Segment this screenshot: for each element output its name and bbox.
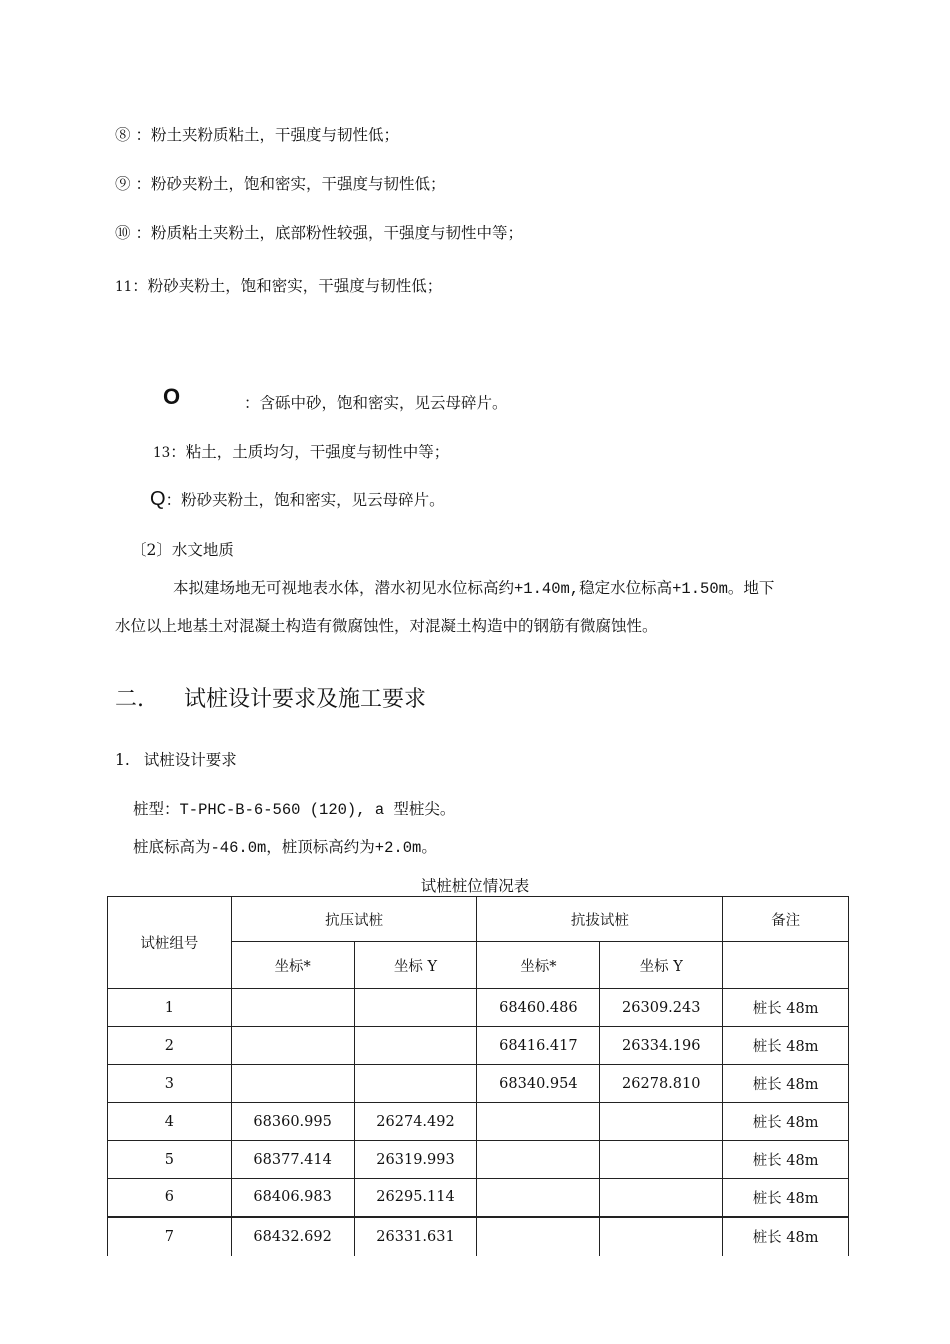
header-group-no: 试桩组号: [108, 897, 232, 989]
uplift-y-cell: 26334.196: [600, 1027, 723, 1065]
note-cell: 桩长 48m: [723, 1103, 849, 1141]
header-compression-pile: 抗压试桩: [231, 897, 477, 942]
layer-description: 粘土，土质均匀，干强度与韧性中等；: [185, 443, 450, 461]
table-row: [108, 1141, 849, 1179]
layer-description: 粉砂夹粉土，饱和密实，干强度与韧性低；: [147, 277, 443, 295]
group-no-cell: 5: [108, 1141, 232, 1179]
group-no-cell: 1: [108, 989, 232, 1027]
compression-y-cell: 26295.114: [354, 1179, 477, 1217]
compression-y-cell: [354, 989, 477, 1027]
uplift-y-cell: [600, 1141, 723, 1179]
layer-description: 粉砂夹粉土，饱和密实，干强度与韧性低；: [150, 175, 446, 193]
group-no-cell: 2: [108, 1027, 232, 1065]
compression-x-cell: [231, 1027, 354, 1065]
layer-marker: 13: [153, 445, 171, 461]
layer-description: 粉土夹粉质粘土，干强度与韧性低；: [150, 126, 399, 144]
layer-marker: ⑩: [115, 224, 131, 242]
compression-x-cell: 68432.692: [231, 1217, 354, 1256]
uplift-y-cell: 26309.243: [600, 989, 723, 1027]
note-cell: 桩长 48m: [723, 1179, 849, 1217]
layer-12-description: ：含砾中砂，饱和密实，见云母碎片。: [244, 394, 508, 412]
pile-type-line: 桩型：T-PHC-B-6-560 (120), a 型桩尖。: [133, 801, 456, 819]
layer-separator: ：: [130, 224, 151, 242]
note-cell: 桩长 48m: [723, 989, 849, 1027]
table-row: [108, 1065, 849, 1103]
layer-separator: ：: [130, 126, 151, 144]
soil-layer-13: [153, 440, 449, 462]
layer-marker: Q: [150, 488, 166, 510]
compression-x-cell: [231, 989, 354, 1027]
subsection-title: 试桩设计要求: [143, 751, 237, 769]
group-no-cell: 6: [108, 1179, 232, 1217]
uplift-x-cell: [477, 1179, 600, 1217]
hydro-title: 〔2〕水文地质: [131, 541, 234, 559]
layer-separator: ：: [170, 443, 186, 461]
table-caption: 试桩桩位情况表: [420, 877, 530, 895]
note-cell: 桩长 48m: [723, 1141, 849, 1179]
group-no-cell: 4: [108, 1103, 232, 1141]
layer-marker: 11: [115, 279, 133, 295]
compression-x-cell: 68377.414: [231, 1141, 354, 1179]
subsection-number: 1.: [115, 751, 130, 769]
hydro-paragraph-line2: 水位以上地基土对混凝土构造有微腐蚀性，对混凝土构造中的钢筋有微腐蚀性。: [115, 618, 658, 636]
soil-layer-8: [115, 123, 399, 145]
header-compression-x: 坐标*: [231, 942, 354, 989]
soil-layer-14: [150, 488, 445, 511]
uplift-y-cell: 26278.810: [600, 1065, 723, 1103]
layer-separator: ：: [130, 175, 151, 193]
section-number: 二.: [115, 687, 144, 712]
subsection-heading: [115, 748, 237, 770]
layer-description: ：粉砂夹粉土，饱和密实，见云母碎片。: [165, 491, 445, 509]
layer-12-marker: O: [163, 384, 181, 409]
uplift-y-cell: [600, 1217, 723, 1256]
compression-y-cell: [354, 1027, 477, 1065]
uplift-x-cell: 68340.954: [477, 1065, 600, 1103]
compression-y-cell: 26274.492: [354, 1103, 477, 1141]
header-compression-y: 坐标 Y: [354, 942, 477, 989]
table-row: [108, 1217, 849, 1256]
table-row: [108, 1027, 849, 1065]
compression-y-cell: 26331.631: [354, 1217, 477, 1256]
layer-separator: ：: [132, 277, 148, 295]
note-cell: 桩长 48m: [723, 1217, 849, 1256]
header-uplift-x: 坐标*: [477, 942, 600, 989]
header-note-blank: [723, 942, 849, 989]
uplift-x-cell: 68416.417: [477, 1027, 600, 1065]
uplift-x-cell: [477, 1103, 600, 1141]
group-no-cell: 3: [108, 1065, 232, 1103]
group-no-cell: 7: [108, 1217, 232, 1256]
section-title: 试桩设计要求及施工要求: [184, 687, 427, 712]
layer-marker: ⑨: [115, 175, 131, 193]
compression-x-cell: 68360.995: [231, 1103, 354, 1141]
pile-position-table: [107, 896, 849, 1256]
header-note: 备注: [723, 897, 849, 942]
compression-y-cell: 26319.993: [354, 1141, 477, 1179]
soil-layer-10: [115, 221, 523, 243]
soil-layer-9: [115, 172, 445, 194]
compression-y-cell: [354, 1065, 477, 1103]
table-row: [108, 1103, 849, 1141]
table-row: [108, 1179, 849, 1217]
layer-description: 粉质粘土夹粉土，底部粉性较强，干强度与韧性中等；: [150, 224, 523, 242]
uplift-y-cell: [600, 1103, 723, 1141]
section-heading: [115, 682, 426, 713]
pile-elevation-line: 桩底标高为-46.0m，桩顶标高约为+2.0m。: [133, 839, 437, 857]
layer-marker: ⑧: [115, 126, 131, 144]
compression-x-cell: 68406.983: [231, 1179, 354, 1217]
hydro-paragraph-line1: 本拟建场地无可视地表水体，潜水初见水位标高约+1.40m,稳定水位标高+1.50m。地下: [173, 580, 775, 598]
note-cell: 桩长 48m: [723, 1027, 849, 1065]
header-uplift-y: 坐标 Y: [600, 942, 723, 989]
uplift-y-cell: [600, 1179, 723, 1217]
uplift-x-cell: [477, 1141, 600, 1179]
header-uplift-pile: 抗拔试桩: [477, 897, 723, 942]
soil-layer-11: [115, 274, 442, 296]
uplift-x-cell: 68460.486: [477, 989, 600, 1027]
compression-x-cell: [231, 1065, 354, 1103]
table-row: [108, 989, 849, 1027]
note-cell: 桩长 48m: [723, 1065, 849, 1103]
uplift-x-cell: [477, 1217, 600, 1256]
